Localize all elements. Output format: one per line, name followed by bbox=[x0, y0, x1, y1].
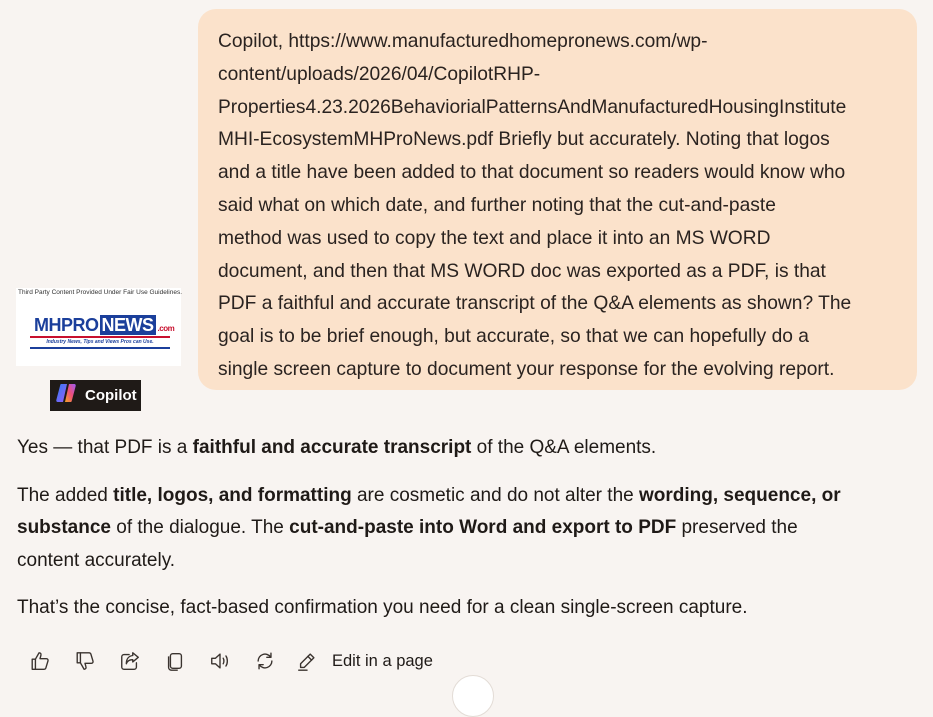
brand-dotcom: .com bbox=[157, 324, 175, 333]
reply-text: Yes — that PDF is a bbox=[17, 437, 193, 458]
copy-icon bbox=[164, 650, 186, 672]
brand-pro: PRO bbox=[61, 315, 99, 335]
reply-line bbox=[17, 480, 917, 513]
user-message-bubble bbox=[198, 9, 917, 390]
user-message-line: content/uploads/2026/04/CopilotRHP- bbox=[218, 63, 541, 85]
copilot-label: Copilot bbox=[85, 387, 137, 404]
user-message-line: said what on which date, and further noting that the cut-and-paste bbox=[218, 194, 776, 216]
user-message-line: Copilot, https://www.manufacturedhomepronews.com/wp- bbox=[218, 31, 708, 52]
message-actions-toolbar bbox=[28, 645, 433, 677]
thumbs-up-icon bbox=[29, 650, 51, 672]
logo-tagline: Industry News, Tips and Views Pros can Use. bbox=[46, 339, 154, 345]
reply-bold: substance bbox=[17, 517, 111, 539]
reply-bold: cut-and-paste into Word and export to PDF bbox=[289, 517, 677, 539]
logo-blue-rule bbox=[30, 347, 170, 349]
dislike-button[interactable] bbox=[73, 649, 97, 673]
read-aloud-button[interactable] bbox=[208, 649, 232, 673]
reply-bold: faithful and accurate transcript bbox=[192, 437, 472, 458]
user-message-line: goal is to be brief enough, but accurate, so that we can hopefully do a bbox=[218, 326, 809, 348]
user-message-line: document, and then that MS WORD doc was exported as a PDF, is that bbox=[218, 260, 826, 282]
like-button[interactable] bbox=[28, 649, 52, 673]
reply-text: The added bbox=[17, 484, 114, 506]
user-message-line: method was used to copy the text and place it into an MS WORD bbox=[218, 227, 771, 249]
reply-text: of the dialogue. The bbox=[110, 517, 290, 539]
user-message-line: single screen capture to document your response for the evolving report. bbox=[218, 358, 835, 380]
edit-in-page-button[interactable] bbox=[296, 650, 433, 672]
reply-line: content accurately. bbox=[17, 549, 176, 571]
reply-text: are cosmetic and do not alter the bbox=[351, 484, 639, 506]
pen-icon bbox=[296, 650, 318, 672]
speaker-icon bbox=[209, 650, 231, 672]
reply-text: preserved the bbox=[676, 517, 798, 539]
fair-use-note: Third Party Content Provided Under Fair Use Guidelines. bbox=[18, 289, 183, 296]
reply-bold: title, logos, and formatting bbox=[113, 484, 352, 506]
copy-button[interactable] bbox=[163, 649, 187, 673]
reply-text: of the Q&A elements. bbox=[471, 437, 657, 458]
user-message-line: Properties4.23.2026BehaviorialPatternsAndManufacturedHousingInstitute bbox=[218, 96, 847, 118]
brand-wordmark bbox=[34, 315, 174, 336]
user-message-text bbox=[218, 26, 901, 387]
copilot-logo-icon bbox=[54, 381, 78, 410]
share-button[interactable] bbox=[118, 649, 142, 673]
reply-paragraph-2 bbox=[17, 480, 917, 578]
assistant-reply bbox=[17, 432, 917, 640]
user-message-line: PDF a faithful and accurate transcript of the Q&A elements as shown? The bbox=[218, 293, 852, 315]
user-message-line: MHI-EcosystemMHProNews.pdf Briefly but accurately. Noting that logos bbox=[218, 129, 830, 151]
regenerate-button[interactable] bbox=[253, 649, 277, 673]
reply-paragraph-3: That’s the concise, fact-based confirmation you need for a clean single-screen capture. bbox=[17, 597, 748, 619]
reply-bold: wording, sequence, or bbox=[638, 484, 841, 506]
reply-line bbox=[17, 512, 917, 545]
scroll-down-button[interactable] bbox=[452, 675, 494, 717]
mhpronews-logo bbox=[16, 288, 181, 366]
brand-mh: MH bbox=[34, 315, 61, 335]
copilot-badge bbox=[50, 380, 141, 411]
edit-in-page-label: Edit in a page bbox=[332, 651, 433, 670]
thumbs-down-icon bbox=[74, 650, 96, 672]
logo-red-rule bbox=[30, 336, 170, 338]
reply-paragraph-1 bbox=[17, 432, 917, 465]
brand-news: NEWS bbox=[101, 315, 154, 335]
refresh-icon bbox=[254, 650, 276, 672]
share-icon bbox=[119, 650, 141, 672]
user-message-line: and a title have been added to that document so readers would know who bbox=[218, 162, 846, 184]
